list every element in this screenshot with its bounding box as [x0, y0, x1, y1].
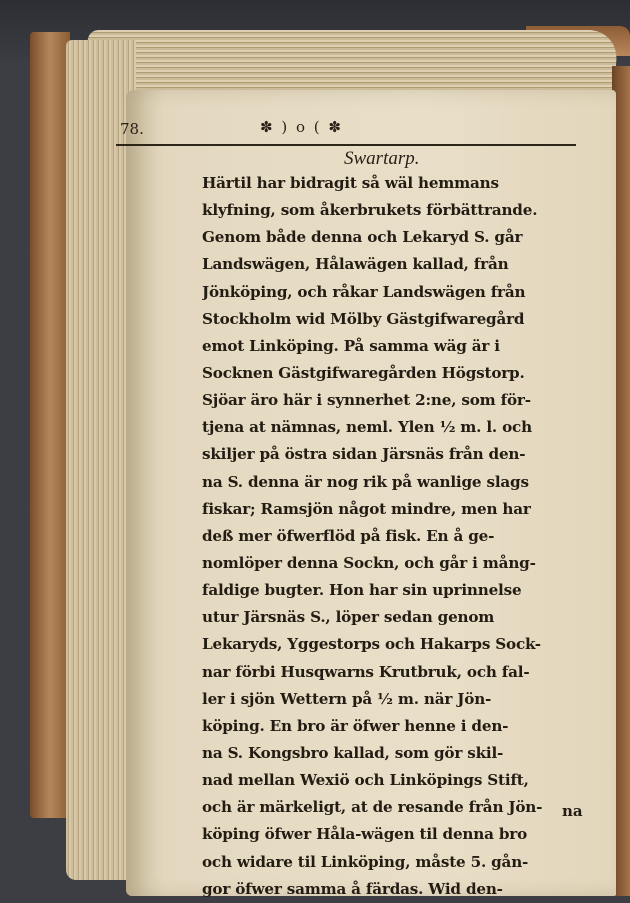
text-line: Genom både denna och Lekaryd S. går — [202, 228, 523, 247]
text-line: Jönköping, och råkar Landswägen från — [202, 282, 526, 301]
text-line: na S. denna är nog rik på wanlige slags — [202, 472, 529, 491]
text-line: köping. En bro är öfwer henne i den- — [202, 716, 509, 735]
text-line: nar förbi Husqwarns Krutbruk, och fal- — [202, 662, 530, 681]
header-rule — [116, 144, 576, 146]
text-line: deß mer öfwerflöd på fisk. En å ge- — [202, 526, 495, 545]
catchword: na — [562, 802, 583, 820]
text-line: nomlöper denna Sockn, och går i mång- — [202, 553, 536, 572]
text-line: Socknen Gästgifwaregården Högstorp. — [202, 363, 525, 382]
text-line: och widare til Linköping, måste 5. gån- — [202, 852, 529, 871]
text-line: nad mellan Wexiö och Linköpings Stift, — [202, 771, 529, 790]
text-line: och är märkeligt, at de resande från Jön- — [202, 798, 543, 817]
text-line: na S. Kongsbro kallad, som gör skil- — [202, 743, 504, 762]
text-line: Lekaryds, Yggestorps och Hakarps Sock- — [202, 635, 541, 654]
running-head: Swartarp. — [344, 148, 420, 169]
book-cover-spine — [30, 32, 70, 818]
text-line: faldige bugter. Hon har sin uprinnelse — [202, 581, 522, 600]
text-line: skiljer på östra sidan Järsnäs från den- — [202, 445, 526, 464]
page-header — [120, 116, 570, 140]
text-line: Landswägen, Hålawägen kallad, från — [202, 255, 509, 274]
text-line: Härtil har bidragit så wäl hemmans — [202, 174, 499, 192]
text-line: köping öfwer Håla-wägen til denna bro — [202, 825, 527, 844]
text-line: Sjöar äro här i synnerhet 2:ne, som för- — [202, 391, 531, 410]
text-line: Stockholm wid Mölby Gästgifwaregård — [202, 309, 525, 328]
page-number: 78. — [120, 120, 144, 138]
text-line: ler i sjön Wettern på ½ m. när Jön- — [202, 689, 492, 708]
header-ornament: ✽ ) o ( ✽ — [260, 118, 343, 136]
body-text — [202, 170, 600, 903]
text-line: tjena at nämnas, neml. Ylen ½ m. l. och — [202, 418, 532, 437]
text-line: klyfning, som åkerbrukets förbättrande. — [202, 201, 538, 220]
text-line: gor öfwer samma å färdas. Wid den- — [202, 879, 503, 898]
text-line: utur Järsnäs S., löper sedan genom — [202, 608, 495, 627]
text-line: emot Linköping. På samma wäg är i — [202, 336, 500, 355]
text-line: fiskar; Ramsjön något mindre, men har — [202, 499, 531, 518]
